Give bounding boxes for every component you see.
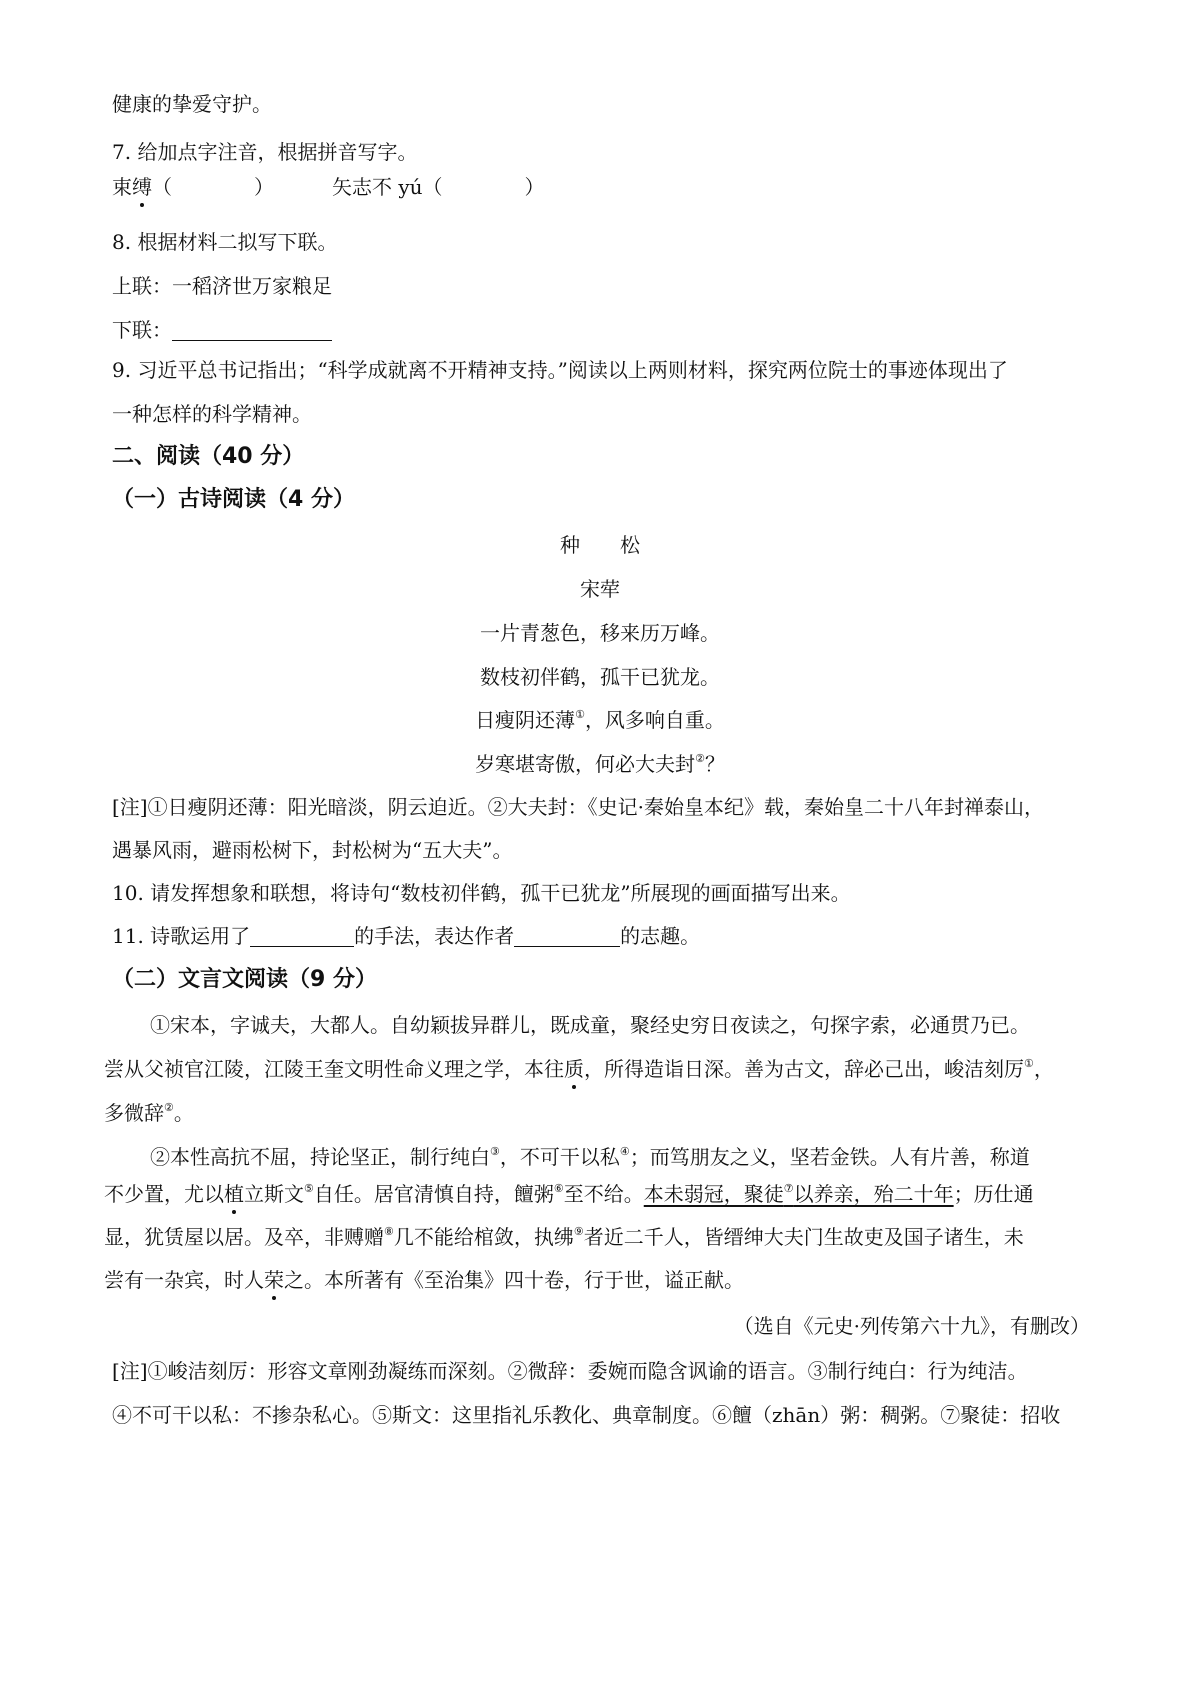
subsection-poem-heading: （一）古诗阅读（4 分） bbox=[112, 487, 355, 512]
lower-couplet-blank[interactable] bbox=[172, 318, 332, 341]
poem-line-4: 岁寒堪寄傲，何必大夫封②？ bbox=[475, 752, 725, 776]
poem-note-line-2: 遇暴风雨，避雨松树下，封松树为“五大夫”。 bbox=[112, 838, 513, 862]
passage-p2-line-1: ②本性高抗不屈，持论坚正，制行纯白③，不可干以私④；而笃朋友之义，坚若金铁。人有片善，称道 bbox=[150, 1145, 1030, 1169]
question-6-tail: 健康的挚爱守护。 bbox=[112, 92, 272, 116]
passage-p1-line-2: 尝从父祯官江陵，江陵王奎文明性命义理之学，本往质，所得造诣日深。善为古文，辞必己出，峻洁刻厉①， bbox=[104, 1057, 1054, 1081]
q7-item1-dotted: 缚 bbox=[132, 175, 152, 199]
passage-p2-line-3: 显，犹赁屋以居。及卒，非赙赠⑧几不能给棺敛，执绋⑨者近二千人，皆缙绅大夫门生故吏及国子诸生，未 bbox=[104, 1225, 1024, 1249]
passage-p1-line-3: 多微辞②。 bbox=[104, 1101, 194, 1125]
underlined-sentence: 本未弱冠，聚徒⑦以养亲，殆二十年 bbox=[643, 1182, 954, 1206]
question-11: 11. 诗歌运用了 的手法，表达作者 的志趣。 bbox=[112, 924, 701, 948]
poem-note-line-1: [注]①日瘦阴还薄：阳光暗淡，阴云迫近。②大夫封：《史记·秦始皇本纪》载，秦始皇二十八年封禅泰山， bbox=[112, 795, 1044, 819]
passage-note-line-2: ④不可干以私：不掺杂私心。⑤斯文：这里指礼乐教化、典章制度。⑥饘（zhān）粥：稠粥。⑦聚徒：招收 bbox=[112, 1403, 1061, 1427]
passage-p2-line-4: 尝有一杂宾，时人荣之。本所著有《至治集》四十卷，行于世，谥正献。 bbox=[104, 1268, 744, 1292]
poem-title: 种 松 bbox=[560, 533, 640, 557]
passage-p1-line-1: ①宋本，字诚夫，大都人。自幼颖拔异群儿，既成童，聚经史穷日夜读之，句探字索，必通贯乃已。 bbox=[150, 1013, 1030, 1037]
section-2-heading: 二、阅读（40 分） bbox=[112, 444, 305, 469]
q7-item1-close: ） bbox=[254, 175, 274, 199]
q11-blank-1[interactable] bbox=[250, 924, 354, 947]
question-9-line-1: 9. 习近平总书记指出；“科学成就离不开精神支持。”阅读以上两则材料，探究两位院士的事迹体现出了 bbox=[112, 358, 1008, 382]
q7-item1-pre: 束 bbox=[112, 175, 132, 199]
q7-item2-close: ） bbox=[524, 175, 545, 199]
question-8-upper-couplet: 上联：一稻济世万家粮足 bbox=[112, 274, 332, 298]
poem-author: 宋荦 bbox=[580, 577, 620, 601]
passage-source: （选自《元史·列传第六十九》，有删改） bbox=[733, 1314, 1090, 1338]
question-8-prompt: 8. 根据材料二拟写下联。 bbox=[112, 230, 338, 254]
q11-blank-2[interactable] bbox=[514, 924, 620, 947]
poem-line-3: 日瘦阴还薄①，风多响自重。 bbox=[475, 708, 725, 732]
question-7-items bbox=[112, 173, 545, 201]
question-10: 10. 请发挥想象和联想，将诗句“数枝初伴鹤，孤干已犹龙”所展现的画面描写出来。 bbox=[112, 881, 851, 905]
question-9-line-2: 一种怎样的科学精神。 bbox=[112, 402, 312, 426]
q7-item2: 矢志不 yú（ bbox=[332, 175, 443, 199]
question-7-prompt: 7. 给加点字注音，根据拼音写字。 bbox=[112, 140, 418, 164]
poem-line-2: 数枝初伴鹤，孤干已犹龙。 bbox=[480, 665, 720, 689]
subsection-classical-heading: （二）文言文阅读（9 分） bbox=[112, 967, 377, 992]
q7-item1-open: （ bbox=[152, 175, 172, 199]
question-8-lower-couplet bbox=[112, 316, 332, 344]
passage-p2-line-2: 不少置，尤以植立斯文⑤自任。居官清慎自持，饘粥⑥至不给。本未弱冠，聚徒⑦以养亲，殆二十年；历仕通 bbox=[104, 1182, 1034, 1206]
lower-couplet-label: 下联： bbox=[112, 318, 172, 342]
poem-line-1: 一片青葱色，移来历万峰。 bbox=[480, 621, 720, 645]
passage-note-line-1: [注]①峻洁刻厉：形容文章刚劲凝练而深刻。②微辞：委婉而隐含讽谕的语言。③制行纯白：行为纯洁。 bbox=[112, 1359, 1028, 1383]
